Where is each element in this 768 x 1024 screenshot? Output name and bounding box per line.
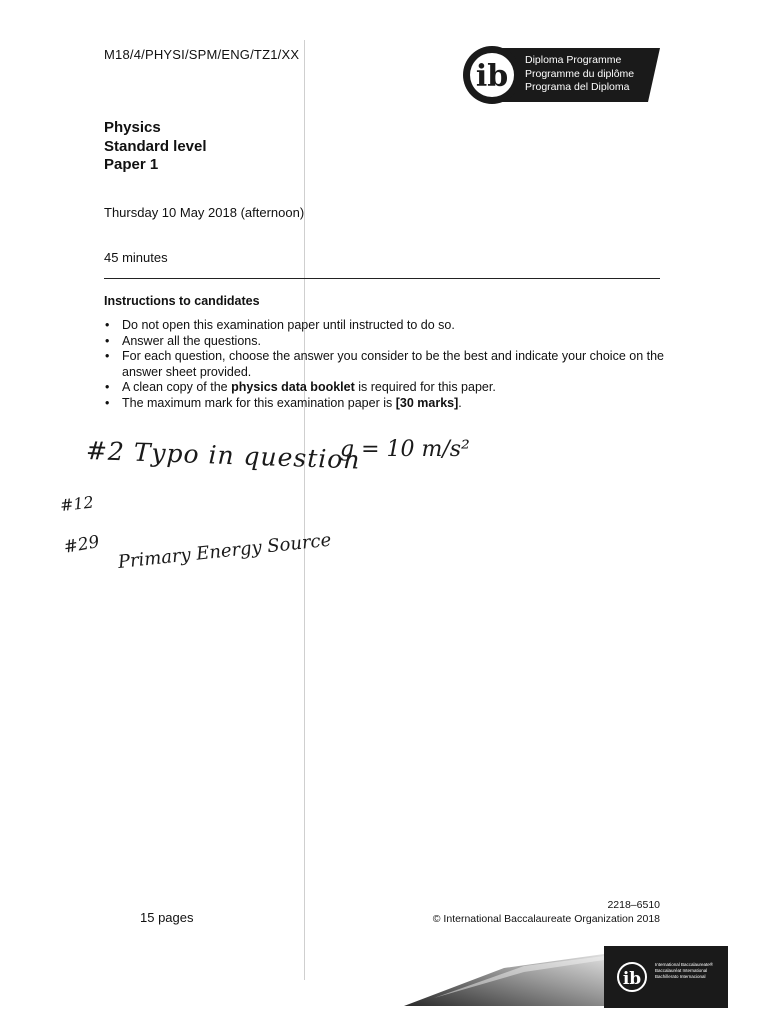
handwritten-formula: g = 10 m/s² <box>340 437 470 462</box>
exam-date: Thursday 10 May 2018 (afternoon) <box>104 205 305 220</box>
handwritten-note-29: #29 <box>62 531 102 558</box>
svg-text:ib: ib <box>475 59 509 94</box>
instruction-item: • Do not open this examination paper until instructed to do so. <box>104 318 664 334</box>
instructions-heading: Instructions to candidates <box>104 294 260 308</box>
footer-logo-line: Bachillerato Internacional <box>655 974 706 979</box>
instruction-item: • For each question, choose the answer you consider to be the best and indicate your choice on the answer sheet provided. <box>104 349 664 380</box>
paper-title: Paper 1 <box>104 156 159 173</box>
page-count: 15 pages <box>140 910 194 925</box>
logo-line-es: Programa del Diploma <box>525 81 630 93</box>
handwritten-note-12: #12 <box>59 492 95 515</box>
subject-title: Physics <box>104 119 161 136</box>
level-title: Standard level <box>104 137 207 155</box>
footer-logo-line: Baccalauréat International <box>655 968 708 973</box>
document-number: 2218–6510 <box>607 899 660 911</box>
exam-duration: 45 minutes <box>104 250 168 265</box>
svg-text:ib: ib <box>622 969 642 989</box>
title-block <box>104 119 207 175</box>
instruction-item: • Answer all the questions. <box>104 334 664 350</box>
logo-line-en: Diploma Programme <box>525 54 622 66</box>
footer-logo-line: International Baccalaureate® <box>655 962 714 967</box>
logo-text <box>525 54 634 95</box>
instruction-item: • The maximum mark for this examination paper is [30 marks]. <box>104 396 664 412</box>
handwritten-note-energy: Primary Energy Source <box>116 529 333 573</box>
footer-logo-text <box>655 962 713 980</box>
instruction-item: • A clean copy of the physics data booklet is required for this paper. <box>104 380 664 396</box>
divider <box>104 278 660 279</box>
page-fold-line <box>304 40 305 980</box>
paper-code: M18/4/PHYSI/SPM/ENG/TZ1/XX <box>104 47 300 62</box>
handwritten-note-typo: #2 Typo in question <box>85 436 361 475</box>
logo-line-fr: Programme du diplôme <box>525 67 635 80</box>
instructions-list <box>104 318 664 412</box>
copyright: © International Baccalaureate Organization 2018 <box>432 913 660 925</box>
